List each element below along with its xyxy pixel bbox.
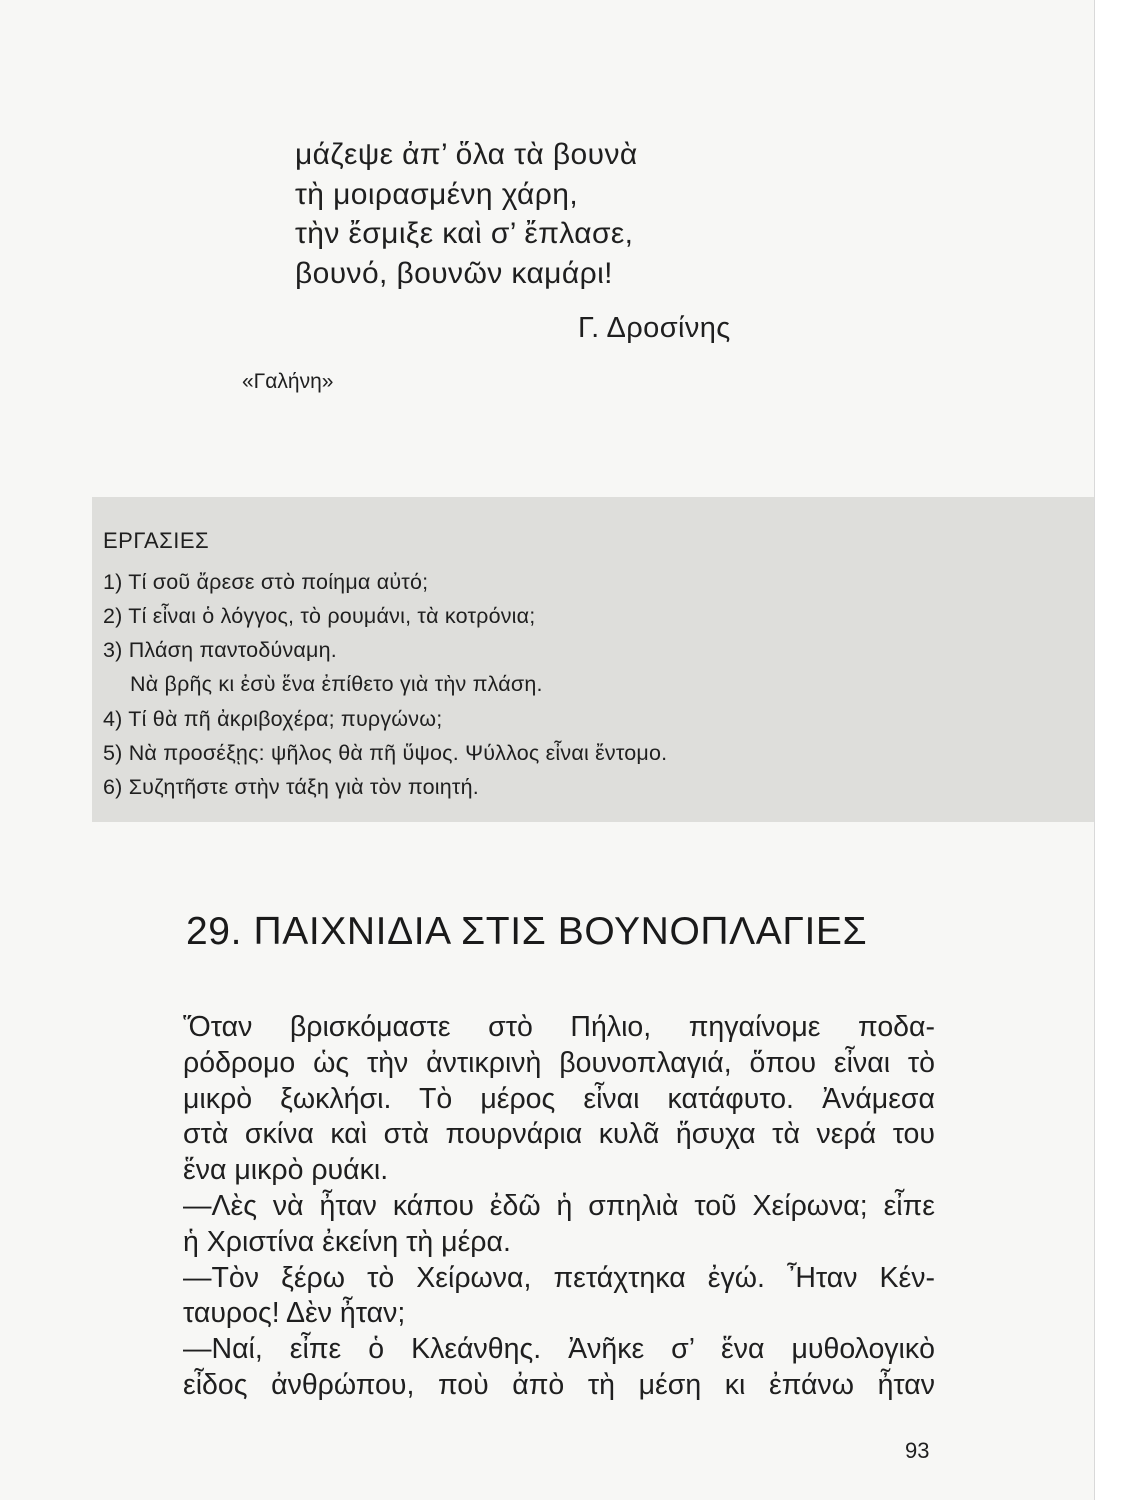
- body-line: ἡ Χριστίνα ἐκείνη τὴ μέρα.: [183, 1225, 511, 1258]
- poem-source: «Γαλήνη»: [242, 370, 334, 393]
- poem-line: τὴ μοιρασμένη χάρη,: [295, 177, 579, 211]
- body-line: Ὅταν βρισκόμαστε στὸ Πήλιο, πηγαίνομε ποδα-: [183, 1011, 935, 1043]
- body-line: ἕνα μικρὸ ρυάκι.: [183, 1154, 389, 1187]
- body-line: ρόδρομο ὡς τὴν ἀντικρινὴ βουνοπλαγιά, ὅπου εἶναι τὸ: [183, 1046, 935, 1079]
- body-line: —Λὲς νὰ ἦταν κάπου ἐδῶ ἡ σπηλιὰ τοῦ Χείρωνα; εἶπε: [183, 1189, 935, 1222]
- chapter-title: 29. ΠΑΙΧΝΙΔΙΑ ΣΤΙΣ ΒΟΥΝΟΠΛΑΓΙΕΣ: [186, 910, 868, 953]
- poem-line: βουνό, βουνῶν καμάρι!: [295, 256, 613, 290]
- page-edge: [1094, 0, 1123, 1500]
- exercise-item: 2) Τί εἶναι ὁ λόγγος, τὸ ρουμάνι, τὰ κοτρόνια;: [103, 604, 536, 628]
- body-line: —Τὸν ξέρω τὸ Χείρωνα, πετάχτηκα ἐγώ. Ἦταν Κέν-: [183, 1261, 935, 1294]
- poem-line: μάζεψε ἀπ’ ὅλα τὰ βουνὰ: [295, 138, 638, 171]
- poem: [295, 135, 638, 293]
- exercises-heading: ΕΡΓΑΣΙΕΣ: [103, 528, 210, 553]
- chapter-body: [183, 1010, 935, 1404]
- body-line: μικρὸ ξωκλήσι. Τὸ μέρος εἶναι κατάφυτο. Ἀνάμεσα: [183, 1082, 935, 1115]
- body-line: —Ναί, εἶπε ὁ Κλεάνθης. Ἀνῆκε σ’ ἕνα μυθολογικὸ: [183, 1333, 935, 1366]
- exercise-item: 6) Συζητῆστε στὴν τάξη γιὰ τὸν ποιητή.: [103, 775, 479, 799]
- exercise-item: 3) Πλάση παντοδύναμη.: [103, 638, 337, 662]
- poem-line: τὴν ἔσμιξε καὶ σ’ ἔπλασε,: [295, 217, 634, 250]
- poem-author: Γ. Δροσίνης: [578, 312, 731, 344]
- page-number: 93: [905, 1438, 930, 1463]
- body-line: εἶδος ἀνθρώπου, ποὺ ἀπὸ τὴ μέση κι ἐπάνω ἦταν: [183, 1368, 935, 1401]
- exercise-item: 4) Τί θὰ πῆ ἀκριβοχέρα; πυργώνω;: [103, 707, 443, 731]
- exercise-item: 1) Τί σοῦ ἄρεσε στὸ ποίημα αὐτό;: [103, 570, 429, 594]
- exercise-item-continued: Νὰ βρῆς κι ἐσὺ ἕνα ἐπίθετο γιὰ τὴν πλάση.: [130, 672, 543, 696]
- body-line: ταυρος! Δὲν ἦταν;: [183, 1297, 406, 1330]
- exercises-box: [92, 497, 1095, 822]
- exercise-item: 5) Νὰ προσέξῃς: ψῆλος θὰ πῆ ὕψος. Ψύλλος εἶναι ἔντομο.: [103, 741, 668, 765]
- body-line: στὰ σκίνα καὶ στὰ πουρνάρια κυλᾶ ἥσυχα τὰ νερά του: [183, 1118, 935, 1151]
